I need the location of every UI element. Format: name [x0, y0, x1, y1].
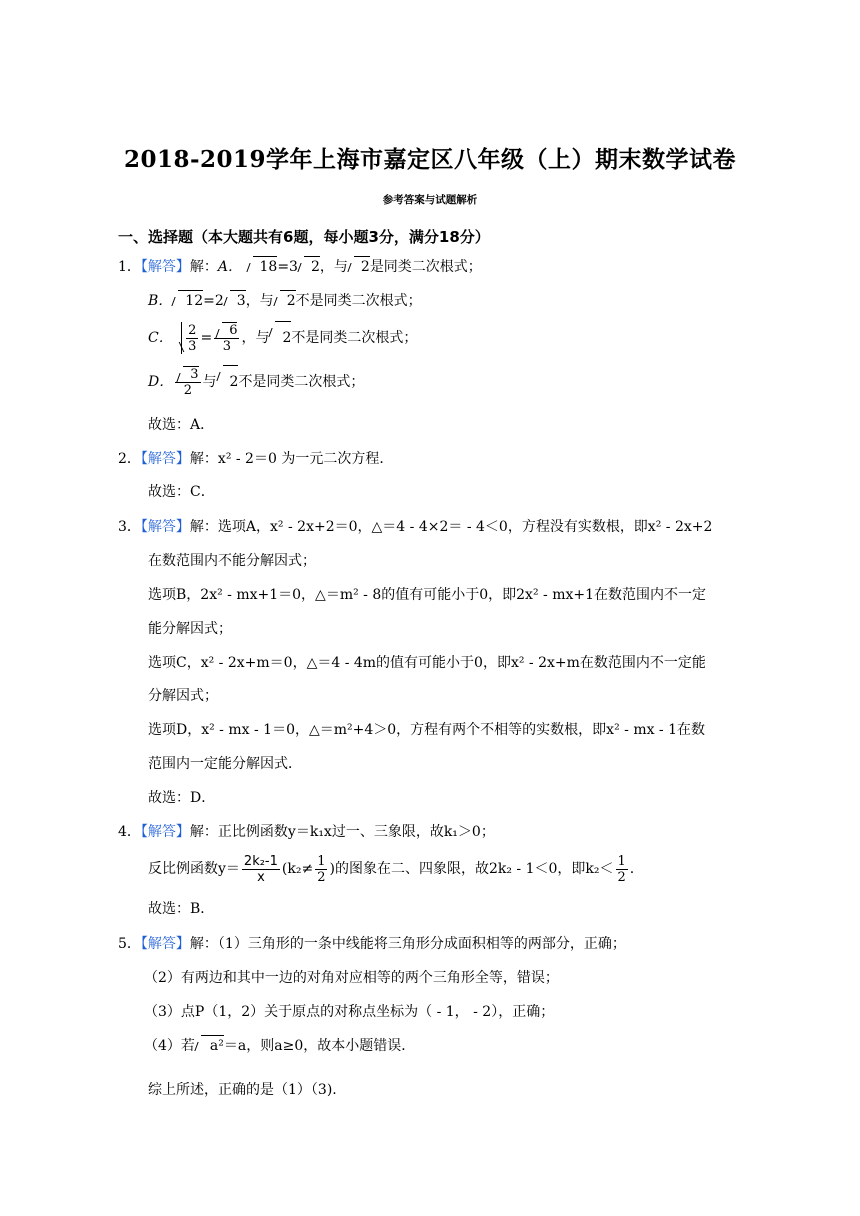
sqrt-a-squared: a² — [196, 1036, 224, 1056]
fraction — [214, 323, 239, 354]
sqrt-fraction — [181, 322, 200, 354]
q5-post: ＝a，则a≥0，故本小题错误． — [223, 1038, 416, 1054]
q3-text-6: 分解因式； — [148, 688, 218, 704]
frac-denominator: 3 — [188, 338, 197, 354]
q1-c-label: C． — [148, 330, 173, 346]
answer-tag: 【解答】 — [140, 519, 190, 535]
fraction — [315, 854, 327, 885]
q4-text-1: 正比例函数y＝k₁x过一、三象限，故k₁＞0； — [217, 824, 495, 840]
q4-number: 4． — [118, 824, 141, 840]
q1-b-mid: ，与 — [245, 293, 274, 309]
sqrt-2-ref: 2 — [218, 366, 239, 398]
answer-tag: 【解答】 — [140, 936, 190, 952]
sqrt-6: 6 — [217, 323, 237, 338]
sqrt-12: 12 — [173, 291, 203, 311]
frac-denominator: x — [257, 869, 265, 885]
q3-text-5: 选项C，x² - 2x+m＝0，△＝4 - 4m的值有可能小于0，即x² - 2x+m在数范围内不一定能 — [148, 655, 706, 671]
q1-b-eq: =2 — [203, 293, 224, 309]
q1-line-a — [118, 257, 482, 277]
q4-condition: (k₂≠ — [281, 861, 314, 877]
q2-number: 2． — [118, 451, 141, 467]
solve-label: 解： — [189, 259, 218, 275]
q1-a-label: A． — [217, 259, 243, 275]
q3-number: 3． — [118, 519, 141, 535]
q3-text-1: 选项A，x² - 2x+2＝0，△＝4 - 4×2＝ - 4＜0，方程没有实数根，即x² - 2x+2 — [217, 519, 713, 535]
page-subtitle: 参考答案与试题解析 — [382, 194, 478, 206]
q4-answer: 故选：B． — [148, 901, 215, 917]
q3-text-3: 选项B，2x² - mx+1＝0，△＝m² - 8的值有可能小于0，即2x² - mx+1在数范围内不一定 — [148, 587, 707, 603]
q1-b-end: 不是同类二次根式； — [295, 293, 422, 309]
q1-line-d — [148, 366, 364, 398]
q5-text-3: （3）点P（1，2）关于原点的对称点坐标为（ - 1， - 2），正确； — [144, 1004, 555, 1020]
sqrt-18: 18 — [248, 257, 278, 277]
q1-d-label: D． — [148, 374, 174, 390]
fraction — [242, 854, 280, 885]
frac-denominator: 2 — [617, 869, 626, 885]
q3-text-2: 在数范围内不能分解因式； — [148, 553, 316, 569]
q3-text-4: 能分解因式； — [148, 621, 232, 637]
frac-denominator: 2 — [317, 869, 326, 885]
q4-post: )的图象在二、四象限，故2k₂ - 1＜0，即k₂＜ — [329, 861, 614, 877]
q3-text-8: 范围内一定能分解因式． — [148, 756, 302, 772]
q4-pre: 反比例函数y＝ — [148, 861, 240, 877]
q3-answer: 故选：D． — [148, 790, 216, 806]
q5-number: 5． — [118, 936, 141, 952]
section-heading: 一、选择题（本大题共有6题，每小题3分，满分18分） — [118, 228, 490, 246]
q1-c-mid: ，与 — [241, 330, 270, 346]
q1-line-c — [148, 322, 417, 354]
solve-label: 解： — [189, 451, 218, 467]
q1-a-eq: =3 — [277, 259, 298, 275]
answer-tag: 【解答】 — [140, 824, 190, 840]
sqrt-2: 2 — [299, 257, 320, 277]
q5-text-2: （2）有两边和其中一边的对角对应相等的两个三角形全等，错误； — [144, 970, 559, 986]
q5-pre: （4）若 — [144, 1038, 195, 1054]
frac-numerator: 1 — [317, 853, 326, 869]
q1-c-eq: = — [200, 330, 213, 346]
q1-d-end: 不是同类二次根式； — [238, 374, 365, 390]
sqrt-3: 3 — [178, 367, 198, 382]
sqrt-2-ref: 2 — [349, 257, 370, 277]
q2-answer: 故选：C． — [148, 484, 215, 500]
q4-dot: . — [629, 861, 635, 877]
frac-denominator: 2 — [183, 382, 193, 398]
solve-label: 解： — [189, 936, 218, 952]
q5-summary: 综上所述，正确的是（1）（3). — [148, 1082, 337, 1098]
q2-body: x² - 2＝0 为一元二次方程． — [217, 451, 394, 467]
answer-tag: 【解答】 — [140, 451, 190, 467]
q1-number: 1． — [118, 259, 141, 275]
frac-numerator: 2k₂-1 — [243, 853, 278, 869]
q5-line-1 — [118, 934, 626, 954]
sqrt-3: 3 — [225, 291, 246, 311]
fraction — [616, 854, 628, 885]
q1-answer: 故选：A． — [148, 417, 215, 433]
q3-text-7: 选项D，x² - mx - 1＝0，△＝m²+4＞0，方程有两个不相等的实数根，即x² - mx - 1在数 — [148, 722, 706, 738]
q4-line-1 — [118, 822, 495, 842]
frac-numerator: 1 — [617, 853, 626, 869]
q1-a-mid: ，与 — [319, 259, 348, 275]
fraction — [175, 367, 200, 398]
q2-line — [118, 449, 393, 469]
q5-line-4 — [144, 1036, 415, 1056]
q3-line-1 — [118, 517, 712, 537]
frac-numerator: 2 — [188, 322, 197, 338]
q1-b-label: B． — [148, 293, 173, 309]
solve-label: 解： — [189, 824, 218, 840]
q4-line-2 — [148, 850, 634, 888]
answer-tag: 【解答】 — [140, 259, 190, 275]
solve-label: 解： — [189, 519, 218, 535]
q1-c-end: 不是同类二次根式； — [291, 330, 418, 346]
sqrt-2-ref: 2 — [270, 322, 291, 354]
frac-denominator: 3 — [222, 338, 231, 354]
q5-text-1: （1）三角形的一条中线能将三角形分成面积相等的两部分，正确； — [217, 936, 626, 952]
q1-d-mid: 与 — [202, 374, 217, 390]
sqrt-2-ref: 2 — [275, 291, 296, 311]
page-title: 2018-2019学年上海市嘉定区八年级（上）期末数学试卷 — [123, 146, 737, 173]
q1-a-end: 是同类二次根式； — [369, 259, 482, 275]
q1-line-b — [148, 291, 422, 311]
